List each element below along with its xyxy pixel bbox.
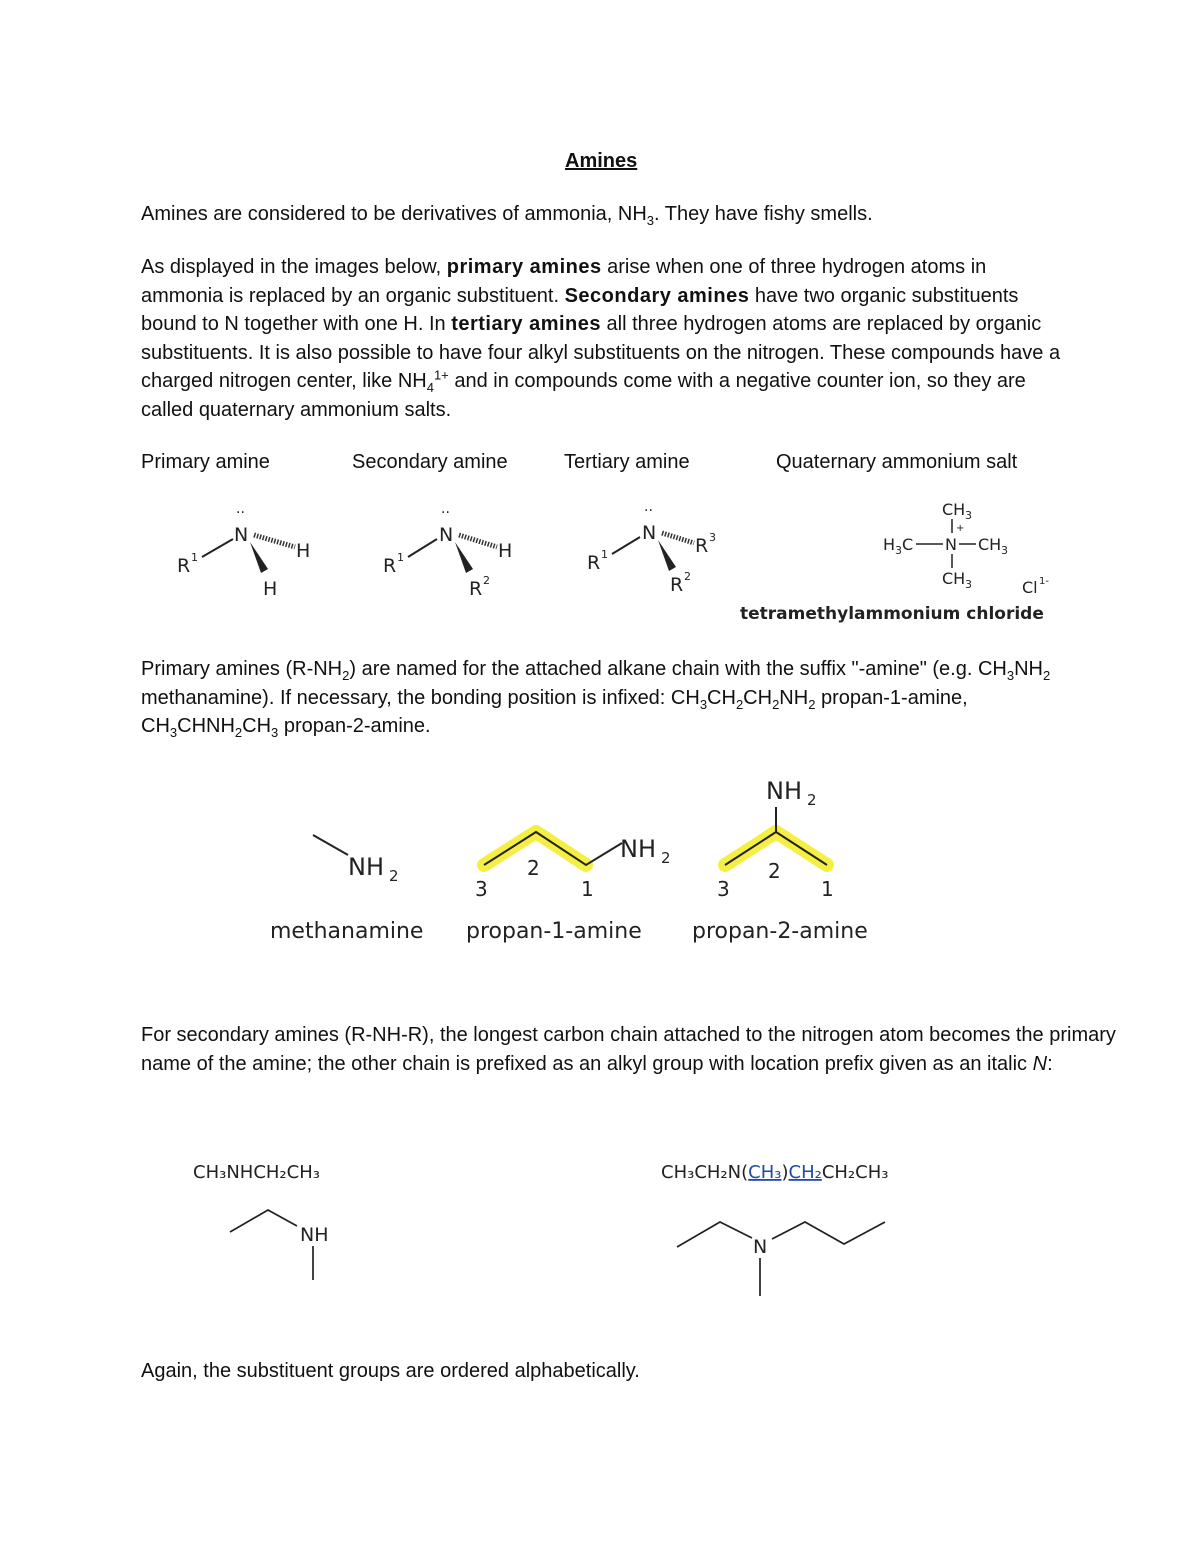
h-text: H: [883, 535, 896, 554]
bond-line: [313, 835, 348, 855]
formula-part: CH₃CH₂N(: [661, 1162, 749, 1183]
bold-term-secondary: Secondary amines: [564, 284, 750, 307]
carbon-number: 2: [527, 856, 540, 880]
r-symbol: R: [383, 555, 397, 577]
formula-part: CH₂CH₃: [821, 1162, 889, 1183]
bond-line: [408, 539, 437, 557]
hashed-bond: [662, 533, 694, 543]
nh-text: NH: [348, 853, 384, 881]
subscript: 4: [426, 380, 434, 395]
subscript: 2: [661, 849, 671, 867]
text-span: CHNH: [177, 715, 235, 737]
primary-amine-structure: [177, 501, 310, 600]
text-span: For secondary amines (R-NH-R), the longest carbon chain attached to the nitrogen atom becomes the primary name of the amine; the other chain is prefixed as an alkyl group with location prefix given as an italic: [141, 1024, 1116, 1075]
text-span: methanamine). If necessary, the bonding position is infixed: CH: [141, 686, 700, 709]
secondary-amine-structure: [383, 501, 512, 600]
n-text: N: [753, 1236, 768, 1258]
methanamine-caption: methanamine: [270, 919, 424, 944]
text-span: NH: [1014, 658, 1043, 680]
bold-term-primary: primary amines: [446, 256, 602, 278]
italic-n: N: [1032, 1052, 1048, 1075]
r-symbol: R: [469, 578, 483, 600]
chloride-text: Cl: [1022, 578, 1038, 597]
r-superscript: 1: [601, 548, 608, 561]
bond-line: [612, 537, 640, 554]
wedge-bond: [658, 540, 676, 571]
r-superscript: 1: [397, 551, 404, 564]
intro-paragraph: [141, 200, 1101, 229]
nh-text: NH: [766, 777, 802, 805]
text-span: NH: [779, 686, 809, 709]
h-symbol: H: [498, 540, 513, 562]
text-span: CH: [743, 686, 773, 709]
subscript: 3: [169, 725, 178, 740]
tertiary-amine-structure: [587, 499, 716, 596]
intro-text-end: . They have fishy smells.: [654, 203, 873, 225]
subscript: 2: [389, 867, 399, 885]
r-superscript: 2: [483, 574, 490, 587]
carbon-chain: [677, 1222, 752, 1247]
propan-2-amine-caption: propan-2-amine: [692, 919, 868, 944]
r-symbol: R: [587, 552, 601, 574]
charge-plus: +: [956, 523, 965, 534]
h-symbol: H: [263, 578, 278, 600]
text-span: CH: [707, 686, 736, 709]
secondary-naming-paragraph: [141, 1021, 1141, 1078]
text-span: propan-2-amine.: [278, 715, 431, 737]
n-methylethanamine-structure: [193, 1162, 329, 1280]
methanamine-structure: [270, 835, 423, 944]
bold-term-tertiary: tertiary amines: [451, 313, 601, 335]
carbon-chain: [772, 1222, 885, 1244]
left-formula: CH₃NHCH₂CH₃: [193, 1162, 320, 1183]
subscript: 3: [699, 696, 708, 712]
ch-text: CH: [942, 569, 966, 588]
wedge-bond: [250, 542, 268, 573]
text-span: As displayed in the images below,: [141, 256, 447, 278]
subscript: 3: [271, 725, 279, 740]
closing-paragraph: Again, the substituent groups are ordered alphabetically.: [141, 1360, 640, 1382]
ch-text: CH: [942, 500, 966, 519]
subscript: 3: [1006, 668, 1015, 683]
text-span: have two organic substituents bound to N together with one H. In: [141, 284, 1019, 335]
subscript: 3: [895, 544, 902, 557]
classification-paragraph: [141, 253, 1066, 424]
n-symbol: N: [439, 524, 454, 546]
subscript: 2: [234, 725, 243, 740]
carbon-number: 2: [768, 859, 781, 883]
page-title: Amines: [565, 150, 638, 172]
r-superscript: 3: [709, 531, 716, 544]
nh-text: NH: [620, 835, 656, 863]
text-span: all three hydrogen atoms are replaced by organic substituents. It is also possible to have four alkyl substituents on the nitrogen. These compounds have a charged nitrogen center, like NH: [141, 313, 1061, 392]
carbon-number: 3: [475, 877, 488, 901]
text-span: propan-1-amine, CH: [141, 686, 968, 737]
carbon-chain: [230, 1210, 297, 1232]
lone-pair-dots: ..: [644, 499, 653, 515]
hashed-bond: [254, 535, 295, 547]
lone-pair-dots: ..: [236, 501, 245, 517]
text-span: arise when one of three hydrogen atoms in ammonia is replaced by an organic substituent.: [141, 256, 987, 307]
n-symbol: N: [234, 524, 249, 546]
text-span: :: [1047, 1052, 1053, 1075]
c-text: C: [902, 535, 914, 554]
intro-text: Amines are considered to be derivatives of ammonia, NH: [141, 203, 647, 225]
formula-part-underlined: CH₃: [748, 1162, 782, 1183]
amine-classes-structures: [160, 495, 1060, 635]
r-symbol: R: [695, 535, 709, 557]
text-span: ) are named for the attached alkane chain with the suffix "-amine" (e.g. CH: [349, 658, 1007, 680]
carbon-number: 3: [717, 877, 730, 901]
intro-subscript: 3: [646, 213, 655, 228]
label-quaternary-salt: Quaternary ammonium salt: [776, 451, 1018, 473]
hashed-bond: [459, 535, 497, 547]
label-secondary-amine: Secondary amine: [352, 451, 508, 473]
carbon-number: 1: [821, 877, 834, 901]
label-primary-amine: Primary amine: [141, 451, 270, 473]
subscript: 3: [965, 509, 972, 522]
primary-amines-examples: [260, 765, 900, 950]
ch-text: CH: [978, 535, 1002, 554]
r-symbol: R: [177, 555, 191, 577]
n-symbol: N: [642, 522, 657, 544]
n-ethyl-n-methylpropanamine-structure: [661, 1162, 888, 1296]
lone-pair-dots: ..: [441, 501, 450, 517]
r-superscript: 1: [191, 551, 198, 564]
bond-line: [202, 539, 233, 557]
h-symbol: H: [296, 540, 311, 562]
carbon-number: 1: [581, 877, 594, 901]
r-symbol: R: [670, 574, 684, 596]
formula-part-underlined: CH₂: [788, 1162, 822, 1183]
subscript: 2: [342, 668, 350, 683]
secondary-amines-examples: [180, 1150, 940, 1310]
subscript: 3: [965, 578, 972, 591]
wedge-bond: [455, 542, 473, 573]
r-superscript: 2: [684, 570, 691, 583]
text-span: and in compounds come with a negative counter ion, so they are called quaternary ammonium salts.: [141, 370, 1026, 421]
subscript: 2: [772, 696, 780, 712]
n-text: N: [945, 535, 957, 554]
right-formula: [661, 1162, 888, 1183]
propan-2-amine-structure: [692, 777, 868, 944]
subscript: 2: [1042, 668, 1051, 683]
propan-1-amine-structure: [466, 832, 671, 944]
superscript: 1+: [433, 367, 449, 383]
subscript: 2: [807, 791, 817, 809]
quaternary-ammonium-structure: [740, 500, 1049, 624]
tetramethylammonium-caption: tetramethylammonium chloride: [740, 604, 1044, 624]
primary-naming-paragraph: [141, 655, 1061, 741]
propan-1-amine-caption: propan-1-amine: [466, 919, 642, 944]
subscript: 3: [1001, 544, 1008, 557]
subscript: 2: [808, 696, 816, 712]
text-span: CH: [242, 715, 272, 737]
text-span: Primary amines (R-NH: [141, 658, 343, 680]
nh-text: NH: [300, 1224, 329, 1246]
superscript: 1-: [1039, 576, 1049, 587]
subscript: 2: [735, 696, 744, 712]
label-tertiary-amine: Tertiary amine: [564, 451, 690, 473]
formula-part: ): [781, 1162, 789, 1183]
